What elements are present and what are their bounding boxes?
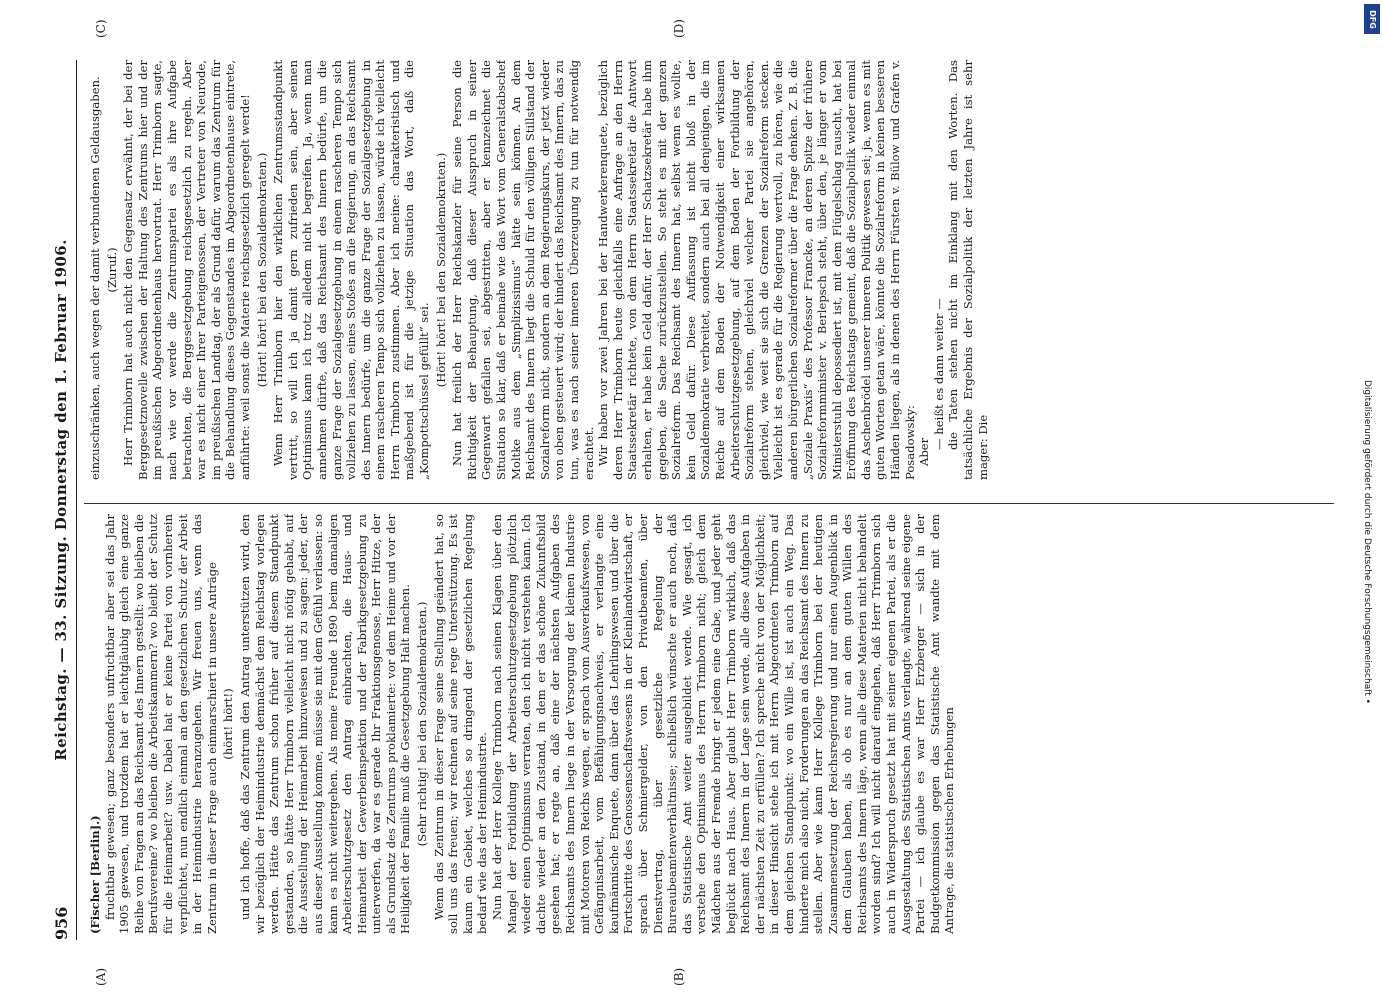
speaker-line: (Fischer [Berlin].) — [88, 815, 102, 934]
left-text-column — [88, 514, 1336, 934]
margin-marker-a: (A) — [94, 967, 108, 986]
paragraph: Herr Trimborn hat auch nicht den Gegensatz erwähnt, der bei der Berggesetznovelle zwischen der Haltung des Zentrums hier und der im preußischen Abgeordnetenhaus hervortrat. Herr Trimborn sagte, nach wie vor werde die Zentrumspartei es als ihre Aufgabe betrachten, die Berggesetzgebung reichsgesetzlich zu regeln. Aber war es nicht einer Ihrer Parteigenossen, der Vertreter von Neurode, im preußischen Landtag, der als Grund dafür, warum das Zentrum für die Behandlung dieses Gegenstandes im Abgeordnetenhause eintrete, anführte: weil sonst die Materie reichsgesetzlich geregelt werde! — [121, 60, 252, 480]
funding-credit-text: Digitalisierung gefördert durch die Deutsche Forschungsgemeinschaft • — [1362, 380, 1372, 704]
paragraph: Nun hat der Herr Kollege Trimborn nach seinen Klagen über den Mangel der Fortbildung der Arbeiterschutzgesetzgebung plötzlich wieder einen Optimismus verraten, den ich nicht verstehen kann. Ich dachte wieder an den Zustand, in dem er das schöne Zukunftsbild gesehen hat; er regte an, daß eine der nächsten Aufgaben des Reichsamts des Innern liege in der Versorgung der kleinen Industrie mit Motoren von Reichs wegen, er sprach vom Ausverkaufswesen, von Gefängnisarbeit, vom Befähigungsnachweis, er verlangte eine kaufmännische Enquete, dann über das Lehrlingswesen und über die Fortschritte des Genossenschaftswesens in der Kleinlandwirtschaft, er sprach über Schmiergelder, von den Privatbeamten, über Dienstvertrag, über gesetzliche Regelung der Bureaubeamtenverhältnisse; schließlich wünschte er auch noch, daß das Statistische Amt weiter ausgebildet werde. Wie gesagt, ich verstehe den Optimismus des Herrn Trimborn nicht; gleich dem Mädchen aus der Fremde bringt er jedem eine Gabe, und jeder geht beglückt nach Haus. Aber glaubt Herr Trimborn wirklich, daß das Reichsamt des Innern in der Lage sein werde, alle diese Aufgaben in der nächsten Zeit zu erfüllen? Ich spreche nicht von der Möglichkeit; in dieser Hinsicht stehe ich mit Herrn Abgeordneten Trimborn auf dem gleichen Standpunkt: wo ein Wille ist, ist auch ein Weg. Das hinderte mich also nicht, Forderungen an das Reichsamt des Innern zu stellen. Aber wie kann Herr Kollege Trimborn bei der heutigen Zusammensetzung der Reichsregierung und nur einen Augenblick in dem Glauben haben, als ob es nur an dem guten Willen des Reichsamts des Innern läge, wenn alle diese Materien nicht behandelt worden sind? Ich will nicht darauf eingehen, daß Herr Trimborn sich auch in Widerspruch gesetzt hat mit seiner eigenen Partei, als er die Ausgestaltung des Statistischen Amts verlangte, während seine eigene Partei — ich glaube es war Herr Erzberger — sich in der Budgetkommission gegen das Statistische Amt wandte mit dem Antrage, die statistischen Erhebungen — [490, 514, 957, 934]
interjection: (Sehr richtig! bei den Sozialdemokraten.) — [415, 601, 430, 847]
page-number: 956 — [52, 906, 71, 940]
page-header — [52, 60, 77, 940]
column-divider — [84, 503, 1334, 504]
dfg-logo — [1364, 4, 1380, 34]
paragraph: Wenn das Zentrum in dieser Frage seine Stellung geändert hat, so soll uns das freuen; wir rechnen auf seine rege Unterstützung. Es ist kaum ein Gebiet, welches so dringend der gesetzlichen Regelung bedarf wie das der Heimindustrie. — [431, 514, 490, 934]
margin-marker-b: (B) — [672, 967, 686, 986]
paragraph: — heißt es dann weiter — — [931, 298, 946, 450]
interjection: (hört! hört!) — [221, 688, 236, 760]
paragraph: Aber — [917, 437, 932, 466]
right-text-column — [88, 60, 1336, 480]
dfg-logo-text: DFG — [1367, 9, 1377, 29]
margin-marker-c: (C) — [94, 19, 108, 38]
interjection: (Hört! hört! bei den Sozialdemokraten.) — [254, 152, 269, 388]
paragraph: die Taten stehen nicht im Einklang mit den Worten. Das tatsächliche Ergebnis der Sozialpolitik der letzten Jahre ist sehr mager: Die — [946, 60, 990, 480]
interjection: (Hört! hört! bei den Sozialdemokraten.) — [433, 152, 448, 388]
paragraph: Wir haben vor zwei Jahren bei der Handwerkerenquete, bezüglich deren Herr Trimborn heute gleichfalls eine Anfrage an den Herrn Staatssekretär richtete, von dem Herrn Staatssekretär die Antwort erhalten, er habe kein Geld dafür, der Herr Schatzsekretär habe ihm gegeben, die Sache zurückzustellen. So steht es mit der ganzen Sozialreform. Das Reichsamt des Innern hat, selbst wenn es wollte, kein Geld dafür. Diese Auffassung ist nicht bloß in der Sozialdemokratie verbreitet, sondern auch bei all denjenigen, die im Reiche auf dem Boden der Notwendigkeit einer wirksamen Arbeiterschutzgesetzgebung, auf dem Boden der Fortbildung der Sozialreform stehen, gleichviel welcher Partei sie angehören, gleichviel, wie weit sie sich die Grenzen der Sozialreform stecken. Vielleicht ist es gerade für die Regierung wertvoll, zu hören, wie die anderen bürgerlichen Sozialreformer über die Frage denken. Z. B. die „Soziale Praxis“ des Professor Francke, an deren Spitze der frühere Sozialreformminister v. Berlepsch steht, über den, je länger er vom Ministerstuhl depossediert ist, mit dem Flügelschlag rauscht, hat bei Eröffnung des Reichstags gemeint, daß die Sozialpolitik wieder einmal das Aschenbrödel unserer inneren Politik gewesen sei; ja, wenn es mit guten Worten getan wäre, könnte die Sozialreform in keinen besseren Händen liegen, als in denen des Herrn Fürsten v. Bülow und Grafen v. Posadowsky: — [596, 60, 917, 480]
interjection: (Zuruf.) — [104, 247, 119, 293]
running-header: Reichstag. — 33. Sitzung. Donnerstag den 1. Februar 1906. — [52, 239, 70, 761]
paragraph: Wenn Herr Trimborn hier den wirklichen Zentrumsstandpunkt vertritt, so will ich ja damit gern zufrieden sein, aber seinen Optimismus kann ich trotz alledem nicht begreifen. Ja, wenn man annehmen dürfte, daß das Reichsamt des Innern bedürfe, um die ganze Frage der Sozialgesetzgebung in einem rascheren Tempo sich vollziehen zu lassen, eines Stoßes an die Regierung, an das Reichsamt des Innern bedürfe, um die ganze Frage der Sozialgesetzgebung in einem rascheren Tempo sich vollziehen zu lassen, würde ich vielleicht Herrn Trimborn zustimmen. Aber ich meine: charakteristisch und maßgebend ist für die jetzige Situation das Wort, daß die „Kompottschüssel gefüllt“ sei. — [271, 60, 432, 480]
paragraph: Nun hat freilich der Herr Reichskanzler für seine Person die Richtigkeit der Behauptung, daß dieser Ausspruch in seiner Gegenwart gefallen sei, abgestritten, aber er kennzeichnet die Situation so klar, daß er beinahe wie das Wort vom Generalstabschef Moltke aus dem „Simplizissimus“ hätte sein können. An dem Reichsamt des Innern liegt die Schuld für den völligen Stillstand der Sozialreform nicht, sondern an dem Regierungskurs, der jetzt wieder von oben gesteuert wird; der hindert das Reichsamt des Innern, das zu tun, was es nach seiner inneren Überzeugung zu tun für notwendig erachtet. — [450, 60, 596, 480]
funding-credit-strip — [1362, 0, 1383, 1000]
paragraph: fruchtbar gewesen; ganz besonders unfruchtbar aber sei das Jahr 1905 gewesen, und trotzdem hat er leichtgläubig gleich eine ganze Reihe von Fragen an das Reichsamt des Innern gestellt: wo bleiben die Berufsvereine? wo bleiben die Arbeitskammern? wo bleibt der Schutz für die Heimarbeit? usw. Dabei hat er keine Partei von vornherein verpflichtet, nun endlich einmal an den gesetzlichen Schutz der Arbeit in der Heimindustrie heranzugehen. Wir freuen uns, wenn das Zentrum in dieser Frage auch einmarschiert in unsere Anträge — [102, 514, 219, 934]
margin-marker-d: (D) — [672, 19, 686, 38]
paragraph: einzuschränken, auch wegen der damit verbundenen Geldausgaben. — [88, 76, 102, 480]
paragraph: und ich hoffe, daß das Zentrum den Antrag unterstützen wird, den wir bezüglich der Heimindustrie demnächst dem Reichstag vorlegen werden. Hätte das Zentrum schon früher auf diesem Standpunkt gestanden, so hätte Herr Trimborn vielleicht nicht nötig gehabt, auf die Ausstellung der Heimarbeit hinzuweisen und zu sagen: jeder, der aus dieser Ausstellung komme, müsse sie mit dem Gefühl verlassen: so kann es nicht weitergehen. Als meine Freunde 1890 beim damaligen Arbeiterschutzgesetz den Antrag einbrachten, die Haus- und Heimarbeit der Gewerbeinspektion und der Fabrikgesetzgebung zu unterwerfen, da war es gerade Ihr Fraktionsgenosse, Herr Hitze, der als Grundsatz des Zentrums proklamierte: vor dem Heime und vor der Heiligkeit der Familie muß die Gesetzgebung Halt machen. — [237, 514, 413, 934]
